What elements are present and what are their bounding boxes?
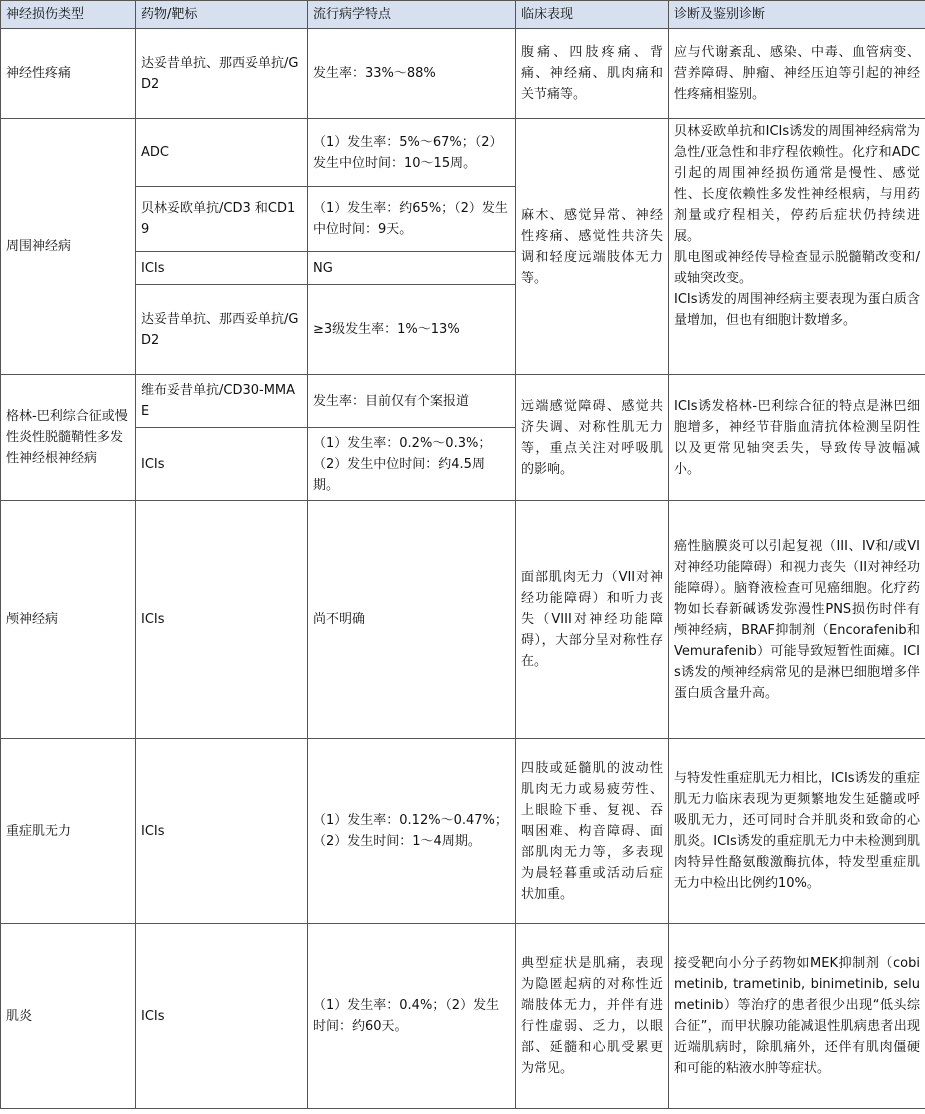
drug-cell: 维布妥昔单抗/CD30-MMAE bbox=[136, 375, 308, 428]
diagnosis-cell: 应与代谢紊乱、感染、中毒、血管病变、营养障碍、肿瘤、神经压迫等引起的神经性疼痛相鉴别。 bbox=[669, 29, 925, 119]
drug-cell: ICIs bbox=[136, 501, 308, 739]
epi-cell: ≥3级发生率：1%～13% bbox=[308, 285, 516, 375]
epi-cell: （1）发生率：约65%；（2）发生中位时间：9天。 bbox=[308, 187, 516, 252]
drug-cell: ICIs bbox=[136, 924, 308, 1109]
type-cell: 颅神经病 bbox=[1, 501, 136, 739]
table-row bbox=[1, 924, 925, 1109]
epi-cell: （1）发生率：5%～67%；（2）发生中位时间：10～15周。 bbox=[308, 119, 516, 187]
table-row bbox=[1, 501, 925, 739]
epi-cell: （1）发生率：0.12%～0.47%；（2）发生时间：1～4周期。 bbox=[308, 739, 516, 924]
diagnosis-cell: 接受靶向小分子药物如MEK抑制剂（cobimetinib, trametinib, binimetinib, selumetinib）等治疗的患者很少出现“低头综合征”，而甲状腺功能减退性肌病患者出现近端肌病时，除肌痛外，还伴有肌肉僵硬和可能的粘液水肿等症状。 bbox=[669, 924, 925, 1109]
epi-cell: 尚不明确 bbox=[308, 501, 516, 739]
epi-cell: NG bbox=[308, 252, 516, 285]
drug-cell: 达妥昔单抗、那西妥单抗/GD2 bbox=[136, 29, 308, 119]
clinical-cell: 典型症状是肌痛，表现为隐匿起病的对称性近端肢体无力，并伴有进行性虚弱、乏力，以眼部、延髓和心肌受累更为常见。 bbox=[516, 924, 669, 1109]
type-cell: 神经性疼痛 bbox=[1, 29, 136, 119]
diagnosis-cell: 癌性脑膜炎可以引起复视（III、IV和/或VI对神经功能障碍）和视力丧失（II对神经功能障碍）。脑脊液检查可见癌细胞。化疗药物如长春新碱诱发弥漫性PNS损伤时伴有颅神经病，BRAF抑制剂（Encorafenib和Vemurafenib）可能导致短暂性面瘫。ICIs诱发的颅神经病常见的是淋巴细胞增多伴蛋白质含量升高。 bbox=[669, 501, 925, 739]
clinical-cell: 麻木、感觉异常、神经性疼痛、感觉性共济失调和轻度远端肢体无力等。 bbox=[516, 119, 669, 375]
type-cell: 周围神经病 bbox=[1, 119, 136, 375]
header-diagnosis: 诊断及鉴别诊断 bbox=[669, 1, 925, 29]
drug-cell: 贝林妥欧单抗/CD3 和CD19 bbox=[136, 187, 308, 252]
type-cell: 重症肌无力 bbox=[1, 739, 136, 924]
table-row bbox=[1, 119, 925, 187]
header-clinical: 临床表现 bbox=[516, 1, 669, 29]
header-row bbox=[1, 1, 925, 29]
type-cell: 肌炎 bbox=[1, 924, 136, 1109]
clinical-cell: 面部肌肉无力（VII对神经功能障碍）和听力丧失（VIII对神经功能障碍），大部分呈对称性存在。 bbox=[516, 501, 669, 739]
table-row bbox=[1, 739, 925, 924]
diagnosis-paragraph: ICIs诱发的周围神经病主要表现为蛋白质含量增加，但也有细胞计数增多。 bbox=[674, 292, 920, 328]
clinical-cell: 腹痛、四肢疼痛、背痛、神经痛、肌肉痛和关节痛等。 bbox=[516, 29, 669, 119]
header-type: 神经损伤类型 bbox=[1, 1, 136, 29]
drug-cell: 达妥昔单抗、那西妥单抗/GD2 bbox=[136, 285, 308, 375]
table-row bbox=[1, 29, 925, 119]
epi-cell: 发生率：目前仅有个案报道 bbox=[308, 375, 516, 428]
header-epidemiology: 流行病学特点 bbox=[308, 1, 516, 29]
diagnosis-paragraph: 贝林妥欧单抗和ICIs诱发的周围神经病常为急性/亚急性和非疗程依赖性。化疗和ADC引起的周围神经损伤通常是慢性、感觉性、长度依赖性多发性神经根病，与用药剂量或疗程相关，停药后症状仍持续进展。 bbox=[674, 124, 920, 244]
clinical-cell: 远端感觉障碍、感觉共济失调、对称性肌无力等，重点关注对呼吸肌的影响。 bbox=[516, 375, 669, 501]
header-drug: 药物/靶标 bbox=[136, 1, 308, 29]
type-cell: 格林-巴利综合征或慢性炎性脱髓鞘性多发性神经根神经病 bbox=[1, 375, 136, 501]
epi-cell: （1）发生率：0.2%～0.3%；（2）发生中位时间：约4.5周期。 bbox=[308, 428, 516, 501]
diagnosis-cell: ICIs诱发格林-巴利综合征的特点是淋巴细胞增多，神经节苷脂血清抗体检测呈阴性以及更常见轴突丢失，导致传导波幅减小。 bbox=[669, 375, 925, 501]
clinical-cell: 四肢或延髓肌的波动性肌肉无力或易疲劳性、上眼睑下垂、复视、吞咽困难、构音障碍、面部肌肉无力等，多表现为晨轻暮重或活动后症状加重。 bbox=[516, 739, 669, 924]
diagnosis-paragraph: 肌电图或神经传导检查显示脱髓鞘改变和/或轴突改变。 bbox=[674, 250, 920, 286]
diagnosis-cell: 与特发性重症肌无力相比，ICIs诱发的重症肌无力临床表现为更频繁地发生延髓或呼吸肌无力，还可同时合并肌炎和致命的心肌炎。ICIs诱发的重症肌无力中未检测到肌肉特异性酪氨酸激酶抗体，特发型重症肌无力中检出比例约10%。 bbox=[669, 739, 925, 924]
epi-cell: 发生率：33%～88% bbox=[308, 29, 516, 119]
drug-cell: ICIs bbox=[136, 428, 308, 501]
diagnosis-cell bbox=[669, 119, 925, 375]
drug-cell: ICIs bbox=[136, 739, 308, 924]
drug-cell: ICIs bbox=[136, 252, 308, 285]
drug-cell: ADC bbox=[136, 119, 308, 187]
epi-cell: （1）发生率：0.4%；（2）发生时间：约60天。 bbox=[308, 924, 516, 1109]
table-row bbox=[1, 375, 925, 428]
